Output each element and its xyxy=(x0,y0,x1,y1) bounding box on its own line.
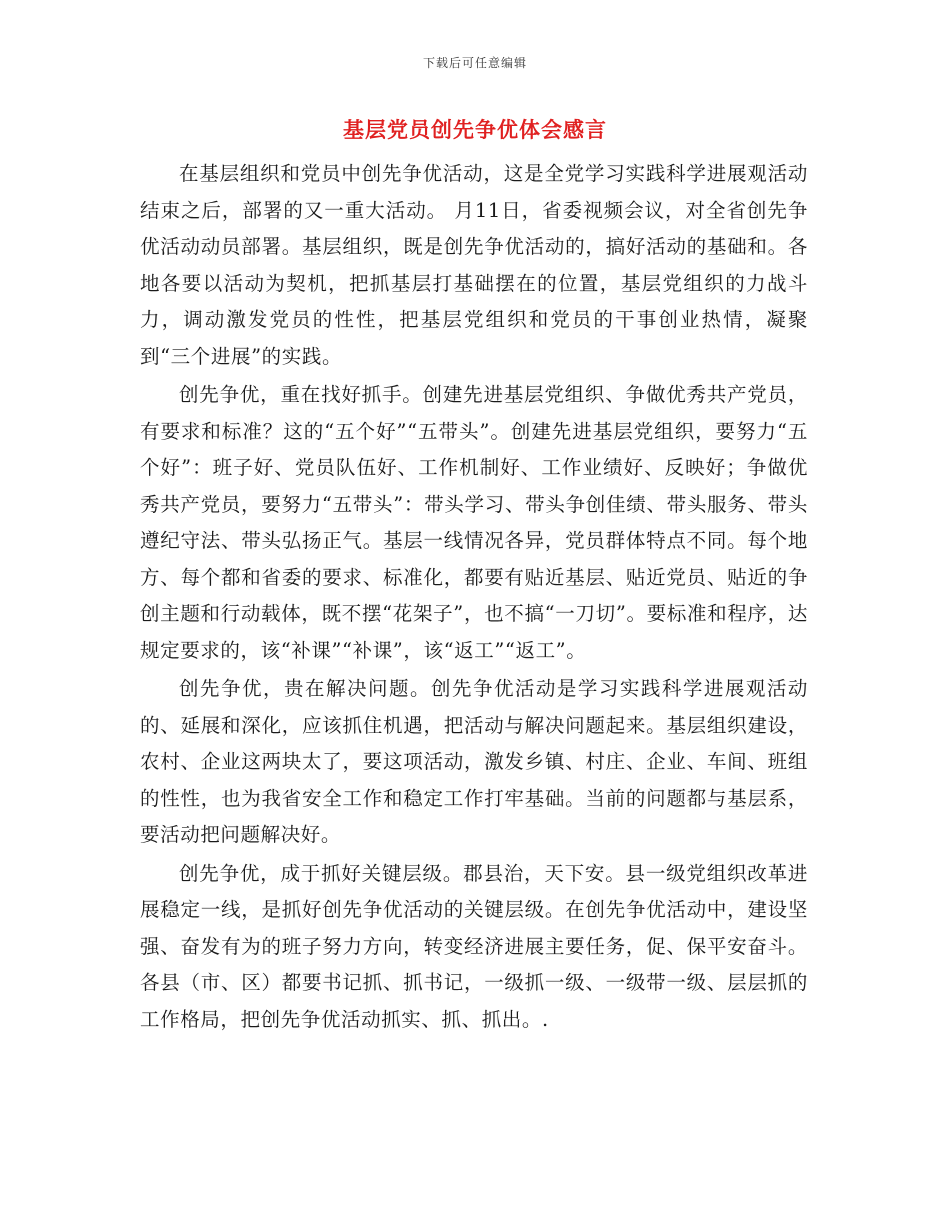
header-note: 下载后可任意编辑 xyxy=(422,56,527,70)
document-body xyxy=(140,156,808,1040)
paragraph-3: 创先争优，贵在解决问题。创先争优活动是学习实践科学进展观活动的、延展和深化，应该抓住机遇，把活动与解决问题起来。基层组织建设，农村、企业这两块太了，要这项活动，激发乡镇、村庄、企业、车间、班组的性性，也为我省安全工作和稳定工作打牢基础。当前的问题都与基层系，要活动把问题解决好。 xyxy=(140,677,808,846)
paragraph-2: 创先争优，重在找好抓手。创建先进基层党组织、争做优秀共产党员，有要求和标准？这的“五个好”“五带头”。创建先进基层党组织，要努力“五个好”：班子好、党员队伍好、工作机制好、工作业绩好、反映好；争做优秀共产党员，要努力“五带头”：带头学习、带头争创佳绩、带头服务、带头遵纪守法、带头弘扬正气。基层一线情况各异，党员群体特点不同。每个地方、每个都和省委的要求、标准化，都要有贴近基层、贴近党员、贴近的争创主题和行动载体，既不摆“花架子”，也不搞“一刀切”。要标准和程序，达规定要求的，该“补课”“补课”，该“返工”“返工”。 xyxy=(140,383,808,662)
paragraph-4: 创先争优，成于抓好关键层级。郡县治，天下安。县一级党组织改革进展稳定一线，是抓好创先争优活动的关键层级。在创先争优活动中，建设坚强、奋发有为的班子努力方向，转变经济进展主要任务，促、保平安奋斗。各县（市、区）都要书记抓、抓书记，一级抓一级、一级带一级、层层抓的工作格局，把创先争优活动抓实、抓、抓出。. xyxy=(140,861,808,1031)
document-title: 基层党员创先争优体会感言 xyxy=(343,117,607,142)
paragraph-1: 在基层组织和党员中创先争优活动，这是全党学习实践科学进展观活动结束之后，部署的又一重大活动。 月11日，省委视频会议，对全省创先争优活动动员部署。基层组织，既是创先争优活动的，搞好活动的基础和。各地各要以活动为契机，把抓基层打基础摆在的位置，基层党组织的力战斗力，调动激发党员的性性，把基层党组织和党员的干事创业热情，凝聚到“三个进展”的实践。 xyxy=(140,162,808,368)
